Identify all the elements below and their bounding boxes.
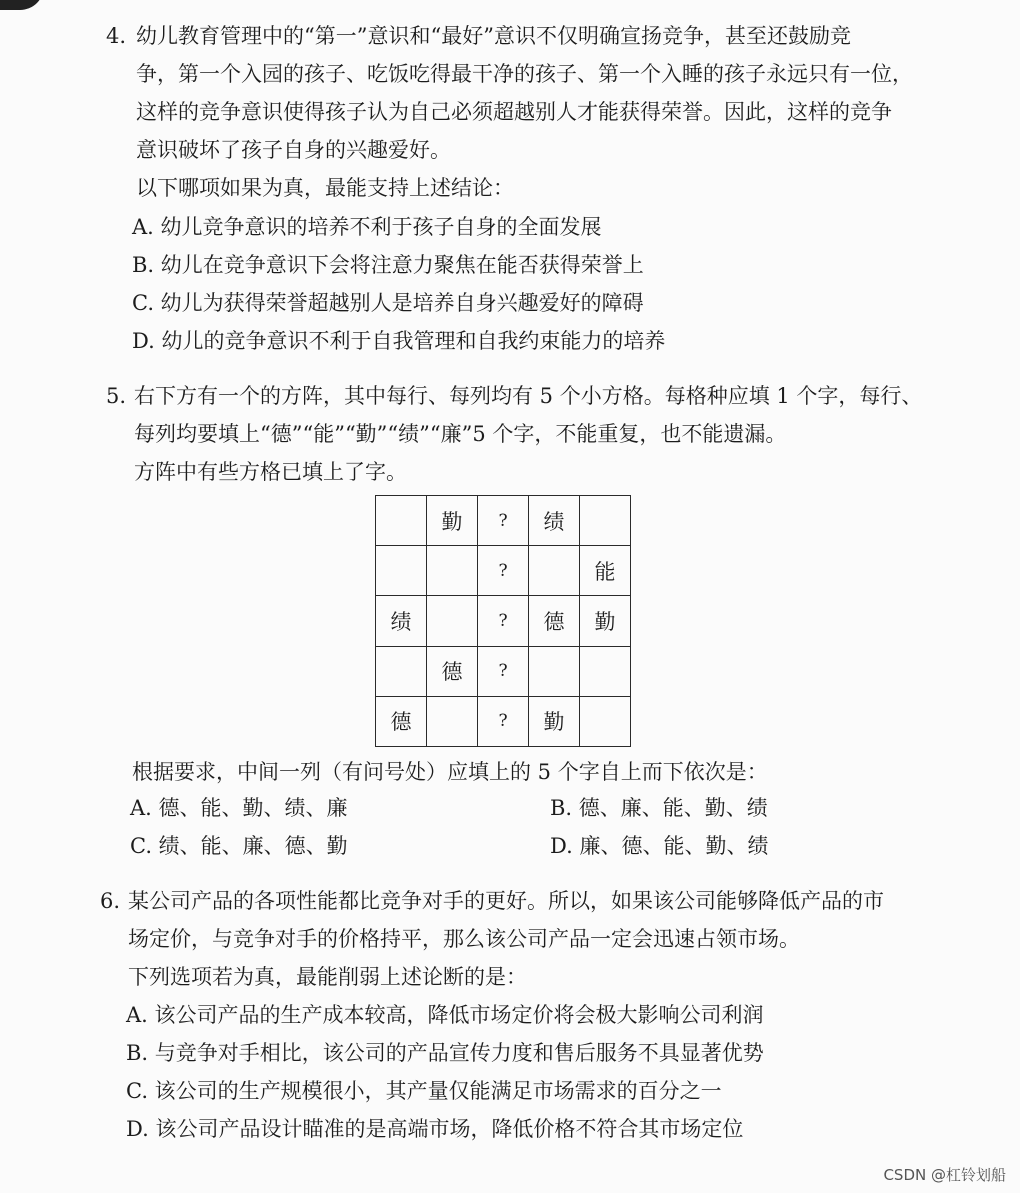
- question-stem-line: 争，第一个入园的孩子、吃饭吃得最干净的孩子、第一个入睡的孩子永远只有一位，: [136, 62, 913, 86]
- question-stem-line: 这样的竞争意识使得孩子认为自己必须超越别人才能获得荣誉。因此，这样的竞争: [136, 100, 892, 124]
- grid-cell-question: ?: [478, 696, 529, 746]
- question-stem-line: 幼儿教育管理中的“第一”意识和“最好”意识不仅明确宣扬竞争，甚至还鼓励竞: [136, 24, 851, 48]
- question-number: 5.: [106, 384, 127, 408]
- question-stem-line: 意识破坏了孩子自身的兴趣爱好。: [136, 138, 451, 162]
- option-d: D. 该公司产品设计瞄准的是高端市场，降低价格不符合其市场定位: [126, 1117, 744, 1141]
- grid-cell: [376, 646, 427, 696]
- option-c: C. 幼儿为获得荣誉超越别人是培养自身兴趣爱好的障碍: [132, 291, 644, 315]
- grid-cell-question: ?: [478, 496, 529, 546]
- question-prompt: 以下哪项如果为真，最能支持上述结论：: [136, 176, 514, 200]
- grid-cell: [580, 646, 631, 696]
- grid-cell: 德: [427, 646, 478, 696]
- grid-cell: 勤: [529, 696, 580, 746]
- grid-row: [376, 596, 631, 646]
- grid-cell: [376, 496, 427, 546]
- grid-cell: [427, 696, 478, 746]
- grid-cell-question: ?: [478, 646, 529, 696]
- grid-row: [376, 646, 631, 696]
- grid-cell: [529, 546, 580, 596]
- question-stem-line: 右下方有一个的方阵，其中每行、每列均有 5 个小方格。每格种应填 1 个字，每行、: [134, 384, 923, 408]
- grid-cell: [376, 546, 427, 596]
- grid-cell: 能: [580, 546, 631, 596]
- grid-cell: 勤: [580, 596, 631, 646]
- watermark: CSDN @杠铃划船: [883, 1166, 1006, 1184]
- grid-cell: [427, 546, 478, 596]
- grid-row: [376, 696, 631, 746]
- option-d: D. 廉、德、能、勤、绩: [550, 834, 769, 858]
- corner-mark: [0, 0, 44, 10]
- option-a: A. 德、能、勤、绩、廉: [130, 796, 348, 820]
- question-stem-line: 方阵中有些方格已填上了字。: [134, 460, 407, 484]
- grid-cell: 绩: [529, 496, 580, 546]
- grid-cell: 德: [376, 696, 427, 746]
- question-stem-line: 场定价，与竞争对手的价格持平，那么该公司产品一定会迅速占领市场。: [128, 927, 800, 951]
- grid-cell: 绩: [376, 596, 427, 646]
- character-grid: [375, 495, 631, 747]
- option-b: B. 与竞争对手相比，该公司的产品宣传力度和售后服务不具显著优势: [126, 1041, 764, 1065]
- grid-row: [376, 496, 631, 546]
- grid-row: [376, 546, 631, 596]
- grid-cell: [529, 646, 580, 696]
- question-number: 6.: [100, 889, 121, 913]
- option-c: C. 该公司的生产规模很小，其产量仅能满足市场需求的百分之一: [126, 1079, 722, 1103]
- question-prompt: 下列选项若为真，最能削弱上述论断的是：: [128, 965, 527, 989]
- option-c: C. 绩、能、廉、德、勤: [130, 834, 348, 858]
- grid-cell-question: ?: [478, 546, 529, 596]
- option-a: A. 该公司产品的生产成本较高，降低市场定价将会极大影响公司利润: [126, 1003, 764, 1027]
- grid-cell: 德: [529, 596, 580, 646]
- question-prompt: 根据要求，中间一列（有问号处）应填上的 5 个字自上而下依次是：: [132, 760, 768, 784]
- question-stem-line: 某公司产品的各项性能都比竞争对手的更好。所以，如果该公司能够降低产品的市: [128, 889, 884, 913]
- question-number: 4.: [106, 24, 127, 48]
- option-b: B. 幼儿在竞争意识下会将注意力聚焦在能否获得荣誉上: [132, 253, 644, 277]
- option-d: D. 幼儿的竞争意识不利于自我管理和自我约束能力的培养: [132, 329, 666, 353]
- grid-cell-question: ?: [478, 596, 529, 646]
- option-b: B. 德、廉、能、勤、绩: [550, 796, 768, 820]
- question-stem-line: 每列均要填上“德”“能”“勤”“绩”“廉”5 个字，不能重复，也不能遗漏。: [134, 422, 787, 446]
- grid-cell: 勤: [427, 496, 478, 546]
- grid-cell: [427, 596, 478, 646]
- option-a: A. 幼儿竞争意识的培养不利于孩子自身的全面发展: [132, 215, 602, 239]
- grid-cell: [580, 496, 631, 546]
- grid-cell: [580, 696, 631, 746]
